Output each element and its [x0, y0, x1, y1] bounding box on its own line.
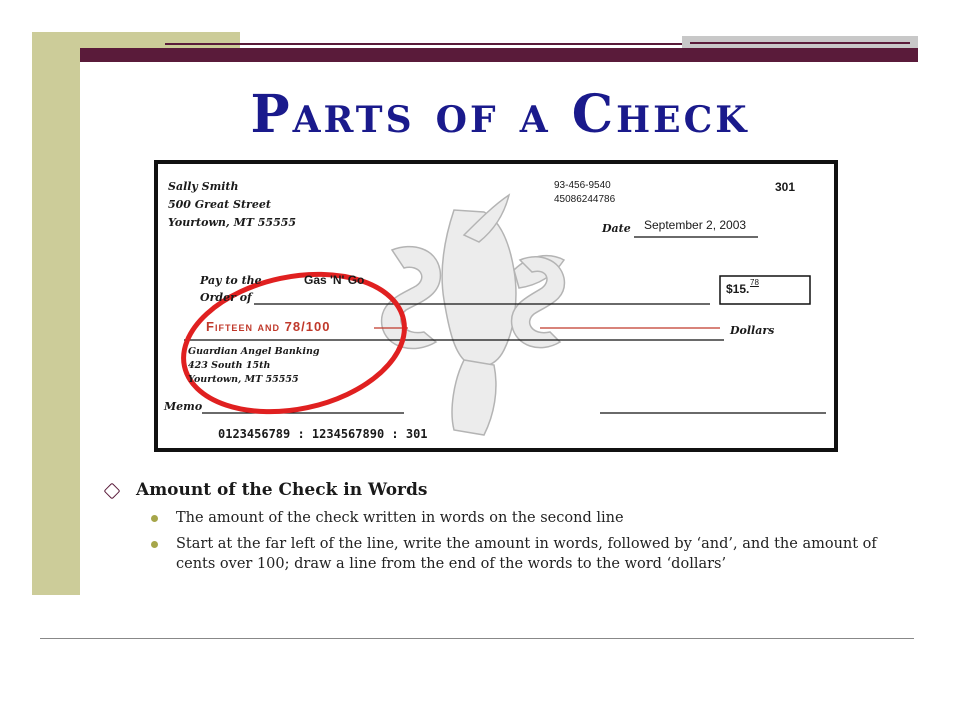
- top-thin-rule: [165, 43, 682, 45]
- date-value: September 2, 2003: [644, 218, 747, 232]
- payee-name: Gas 'N' Go: [304, 273, 365, 287]
- dot-bullet-icon: [151, 515, 158, 522]
- amount-dollars: $15.: [726, 282, 750, 296]
- check-number: 301: [775, 180, 796, 194]
- pay-to-label-line2: Order of: [200, 291, 252, 304]
- slide-title: Parts of a Check: [250, 84, 750, 145]
- bullet-item: [100, 508, 920, 528]
- micr-line: 0123456789 : 1234567890 : 301: [218, 427, 428, 441]
- bank-street: 423 South 15th: [188, 360, 271, 371]
- bank-name: Guardian Angel Banking: [188, 346, 320, 357]
- pay-to-label-line1: Pay to the: [200, 274, 262, 287]
- amount-in-words: Fifteen and 78/100: [206, 319, 331, 334]
- dot-bullet-icon: [151, 541, 158, 548]
- memo-label: Memo: [164, 400, 203, 413]
- routing-fraction-bottom: 45086244786: [554, 194, 616, 205]
- top-accent-block: [80, 32, 240, 48]
- amount-cents: 78: [750, 278, 759, 287]
- check-image: [154, 160, 838, 452]
- bullet-item: [100, 534, 920, 574]
- routing-fraction-top: 93-456-9540: [554, 180, 611, 191]
- dollars-label: Dollars: [730, 324, 775, 337]
- sidebar-accent-block: [32, 32, 80, 595]
- diamond-bullet-icon: [104, 483, 121, 500]
- owner-street: 500 Great Street: [168, 198, 271, 211]
- bank-city: Yourtown, MT 55555: [188, 374, 299, 385]
- bullet-heading: [100, 480, 920, 500]
- bottom-rule: [40, 638, 914, 639]
- bullet-heading-text: Amount of the Check in Words: [136, 480, 428, 500]
- bullet-list: [100, 480, 920, 580]
- bullet-item-text: The amount of the check written in words on the second line: [176, 510, 624, 526]
- date-label: Date: [602, 222, 631, 235]
- top-gray-rule: [690, 42, 910, 44]
- owner-name: Sally Smith: [168, 180, 239, 193]
- top-maroon-bar: [80, 48, 918, 62]
- bullet-item-text: Start at the far left of the line, write the amount in words, followed by ‘and’, and the amount of cents over 100; draw a line from the end of the words to the word ‘dollars’: [176, 536, 877, 572]
- owner-city: Yourtown, MT 55555: [168, 216, 297, 229]
